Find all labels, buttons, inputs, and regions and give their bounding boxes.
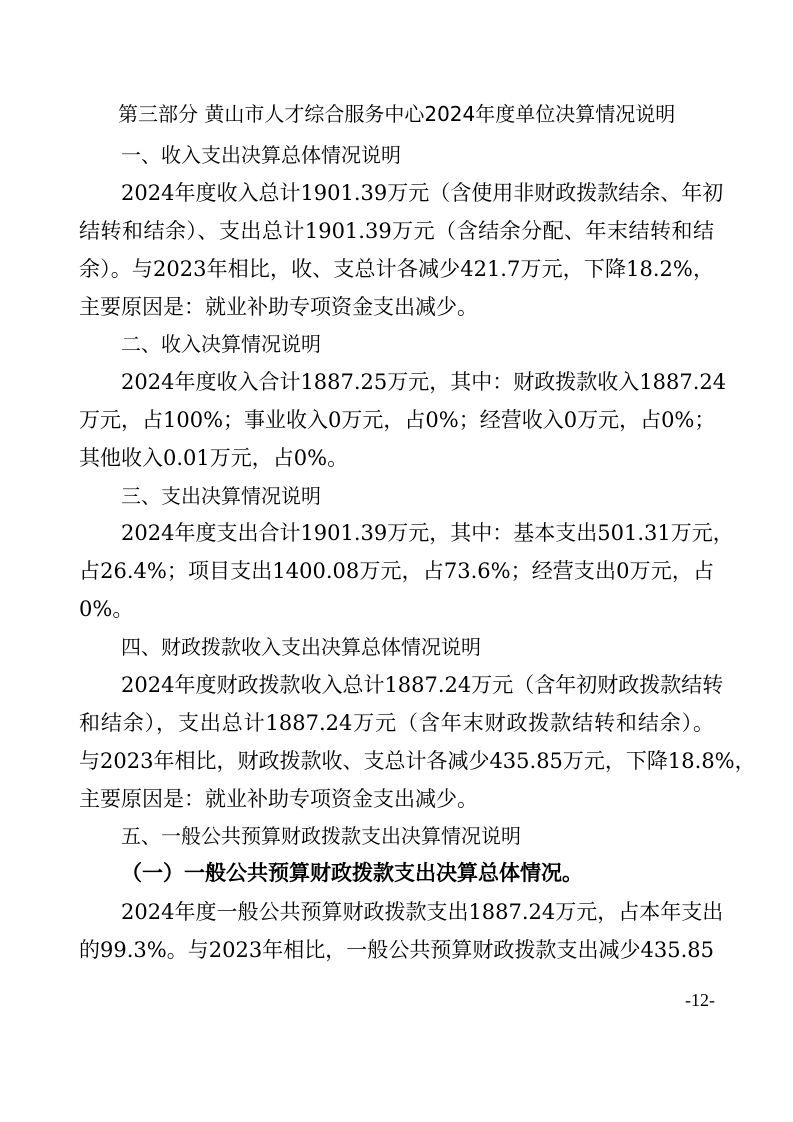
document-title: 第三部分 黄山市人才综合服务中心2024年度单位决算情况说明 <box>118 102 676 126</box>
section-5-heading: 五、一般公共预算财政拨款支出决算情况说明 <box>121 824 521 848</box>
section-3-line-1: 2024年度支出合计1901.39万元，其中：基本支出501.31万元， <box>121 521 734 545</box>
page-number: -12- <box>685 990 715 1010</box>
section-1-line-1: 2024年度收入总计1901.39万元（含使用非财政拨款结余、年初 <box>121 181 724 205</box>
section-5-subheading: （一）一般公共预算财政拨款支出决算总体情况。 <box>121 860 583 885</box>
section-3-line-3: 0%。 <box>79 597 134 621</box>
section-3-heading: 三、支出决算情况说明 <box>121 484 321 508</box>
section-1-line-3: 余）。与2023年相比，收、支总计各减少421.7万元，下降18.2%， <box>79 257 714 281</box>
section-4-line-2: 和结余），支出总计1887.24万元（含年末财政拨款结转和结余）。 <box>79 711 714 735</box>
section-5-line-2: 的99.3%。与2023年相比，一般公共预算财政拨款支出减少435.85 <box>79 938 714 962</box>
section-1-heading: 一、收入支出决算总体情况说明 <box>121 143 401 167</box>
section-1-line-4: 主要原因是：就业补助专项资金支出减少。 <box>79 295 478 319</box>
section-2-line-3: 其他收入0.01万元，占0%。 <box>79 446 349 470</box>
section-2-line-2: 万元，占100%；事业收入0万元，占0%；经营收入0万元，占0%； <box>79 408 716 432</box>
section-4-line-3: 与2023年相比，财政拨款收、支总计各减少435.85万元，下降18.8%， <box>79 749 756 773</box>
section-2-heading: 二、收入决算情况说明 <box>121 332 321 356</box>
section-4-line-1: 2024年度财政拨款收入总计1887.24万元（含年初财政拨款结转 <box>121 673 724 697</box>
section-4-heading: 四、财政拨款收入支出决算总体情况说明 <box>121 635 481 659</box>
section-1-line-2: 结转和结余）、支出总计1901.39万元（含结余分配、年末结转和结 <box>79 219 714 243</box>
section-2-line-1: 2024年度收入合计1887.25万元，其中：财政拨款收入1887.24 <box>121 370 727 394</box>
section-4-line-4: 主要原因是：就业补助专项资金支出减少。 <box>79 787 478 811</box>
section-5-line-1: 2024年度一般公共预算财政拨款支出1887.24万元，占本年支出 <box>121 900 724 924</box>
section-3-line-2: 占26.4%；项目支出1400.08万元，占73.6%；经营支出0万元，占 <box>79 559 714 583</box>
